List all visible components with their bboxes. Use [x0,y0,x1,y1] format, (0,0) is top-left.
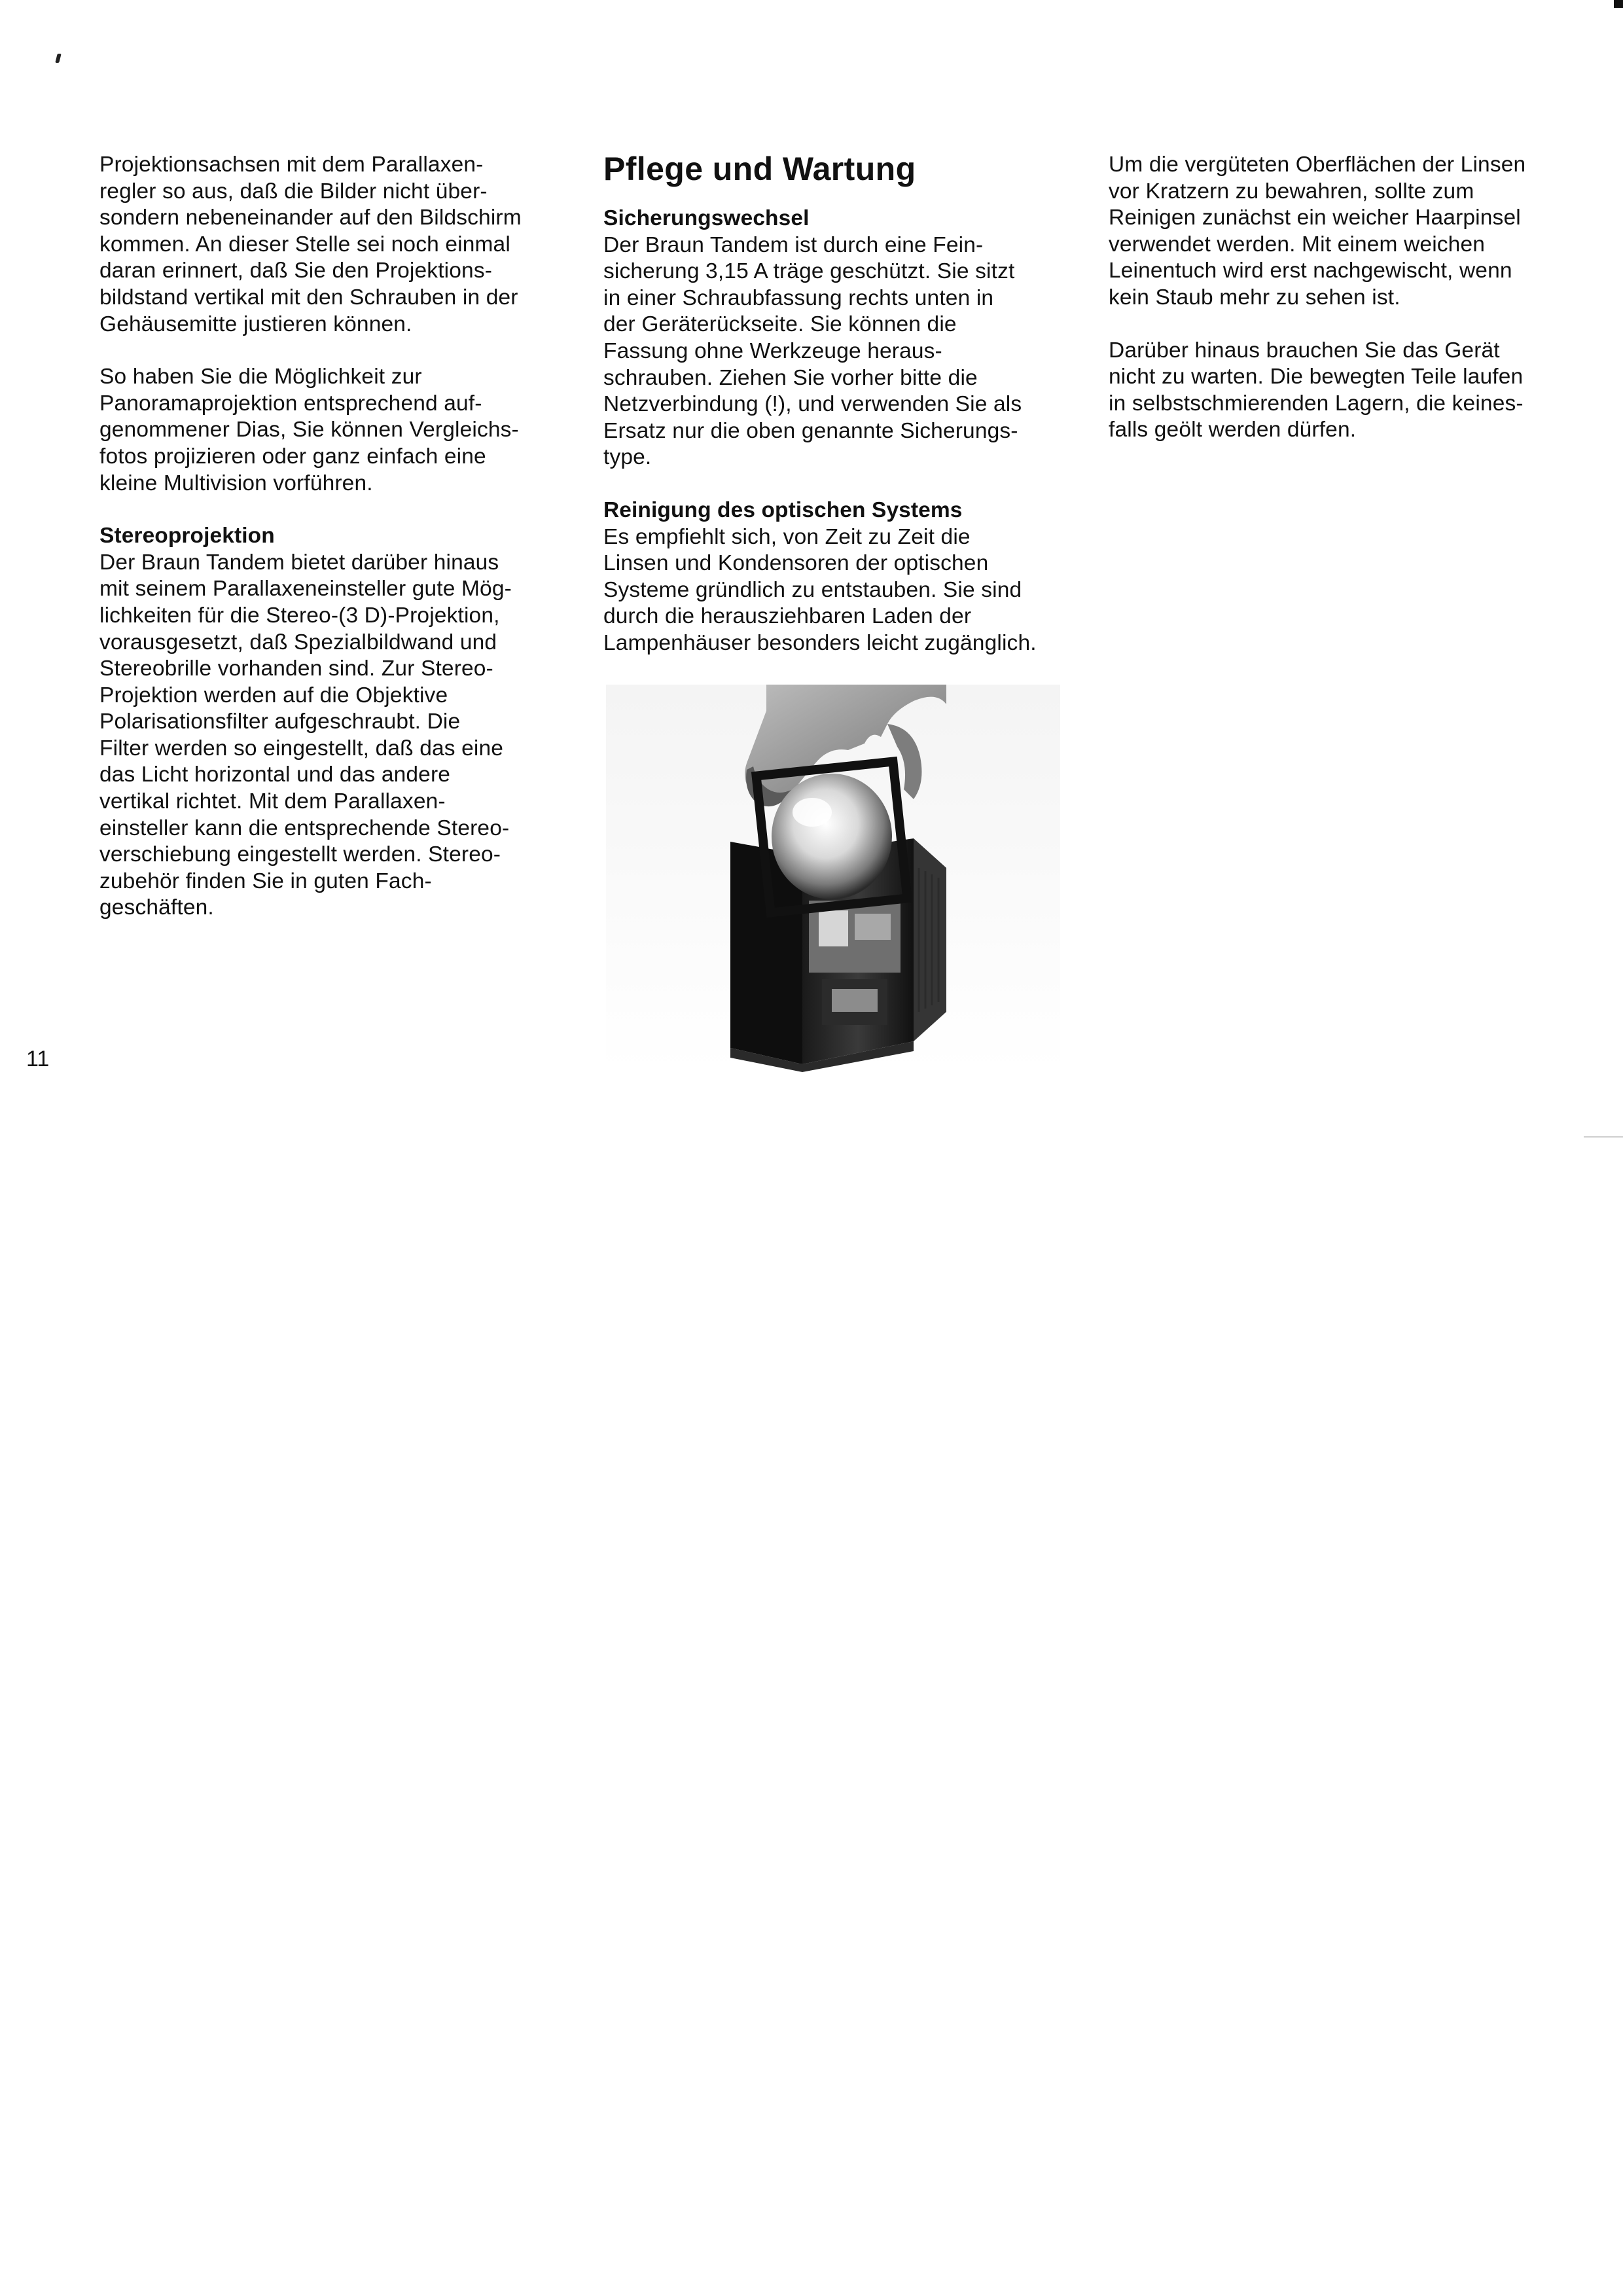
text-line: Ersatz nur die oben genannte Sicherungs- [603,418,1018,443]
text-line: fotos projizieren oder ganz einfach eine [99,444,486,469]
text-line: in selbstschmierenden Lagern, die keines- [1109,391,1524,416]
text-line: verschiebung eingestellt werden. Stereo- [99,842,501,867]
text-line: Der Braun Tandem ist durch eine Fein- [603,232,984,257]
text-line: Netzverbindung (!), und verwenden Sie als [603,392,1022,417]
middle-column [603,149,1075,657]
stereo-paragraph [99,550,558,922]
section-heading-fuse: Sicherungswechsel [603,206,810,230]
text-line: verwendet werden. Mit einem weichen [1109,232,1486,257]
text-line: vertikal richtet. Mit dem Parallaxen- [99,789,446,814]
text-line: vor Kratzern zu bewahren, sollte zum [1109,179,1474,204]
right-column [1109,152,1567,444]
text-line: zubehör finden Sie in guten Fach- [99,869,432,893]
text-line: genommener Dias, Sie können Vergleichs- [99,418,519,442]
text-line: in einer Schraubfassung rechts unten in [603,285,994,310]
text-line: Systeme gründlich zu entstauben. Sie sind [603,577,1022,602]
text-line: Reinigen zunächst ein weicher Haarpinsel [1109,206,1521,230]
text-line: kein Staub mehr zu sehen ist. [1109,285,1400,310]
text-line: Es empfiehlt sich, von Zeit zu Zeit die [603,524,971,549]
text-line: Polarisationsfilter aufgeschraubt. Die [99,709,461,734]
right-paragraph-2 [1109,338,1567,444]
page-number: 11 [26,1047,50,1071]
scan-speck [55,54,61,63]
text-line: Leinentuch wird erst nachgewischt, wenn [1109,259,1512,283]
text-line: geschäften. [99,895,214,920]
text-line: bildstand vertikal mit den Schrauben in der [99,285,518,310]
text-line: Lampenhäuser besonders leicht zugänglich. [603,630,1037,655]
text-line: regler so aus, daß die Bilder nicht über- [99,179,488,204]
fuse-paragraph [603,232,1075,471]
text-line: das Licht horizontal und das andere [99,762,451,787]
page-title: Pflege und Wartung [603,151,916,187]
condenser-lens [772,774,892,899]
text-line: Um die vergüteten Oberflächen der Linsen [1109,152,1526,177]
text-line: schrauben. Ziehen Sie vorher bitte die [603,365,978,390]
text-line: sicherung 3,15 A träge geschützt. Sie sitzt [603,259,1015,284]
scan-corner-mark [1614,0,1623,8]
left-paragraph-1 [99,152,558,338]
text-line: Linsen und Kondensoren der optischen [603,551,989,576]
text-line: vorausgesetzt, daß Spezialbildwand und [99,630,497,655]
left-paragraph-2 [99,364,558,497]
text-line: Panoramaprojektion entsprechend auf- [99,391,482,416]
text-line: Projektion werden auf die Objektive [99,683,448,708]
text-line: einsteller kann die entsprechende Stereo- [99,816,510,840]
text-line: Filter werden so eingestellt, daß das eine [99,736,504,761]
text-line: type. [603,445,652,470]
stereo-heading: Stereoprojektion [99,524,275,548]
text-line: der Geräterückseite. Sie können die [603,312,957,337]
text-line: Gehäusemitte justieren können. [99,312,412,336]
left-column [99,152,558,922]
text-line: So haben Sie die Möglichkeit zur [99,365,422,389]
text-line: kleine Multivision vorführen. [99,471,373,495]
text-line: daran erinnert, daß Sie den Projektions- [99,259,493,283]
text-line: Stereobrille vorhanden sind. Zur Stereo- [99,656,493,681]
lamp-housing-photo [606,685,1060,1072]
text-line: sondern nebeneinander auf den Bildschirm [99,206,522,230]
text-line: Fassung ohne Werkzeuge heraus- [603,338,942,363]
text-line: lichkeiten für die Stereo-(3 D)-Projektion, [99,603,500,628]
text-line: Der Braun Tandem bietet darüber hinaus [99,550,499,575]
text-line: mit seinem Parallaxeneinsteller gute Mög- [99,577,512,601]
text-line: Projektionsachsen mit dem Parallaxen- [99,152,484,177]
text-line: falls geölt werden dürfen. [1109,418,1357,442]
text-line: nicht zu warten. Die bewegten Teile laufen [1109,365,1524,389]
optics-paragraph [603,524,1075,657]
text-line: kommen. An dieser Stelle sei noch einmal [99,232,510,257]
section-heading-optics: Reinigung des optischen Systems [603,497,963,522]
scan-edge-line [1584,1136,1623,1138]
right-paragraph-1 [1109,152,1567,312]
lens-photo-illustration [606,685,1060,1072]
text-line: Darüber hinaus brauchen Sie das Gerät [1109,338,1500,363]
text-line: durch die herausziehbaren Laden der [603,604,972,629]
